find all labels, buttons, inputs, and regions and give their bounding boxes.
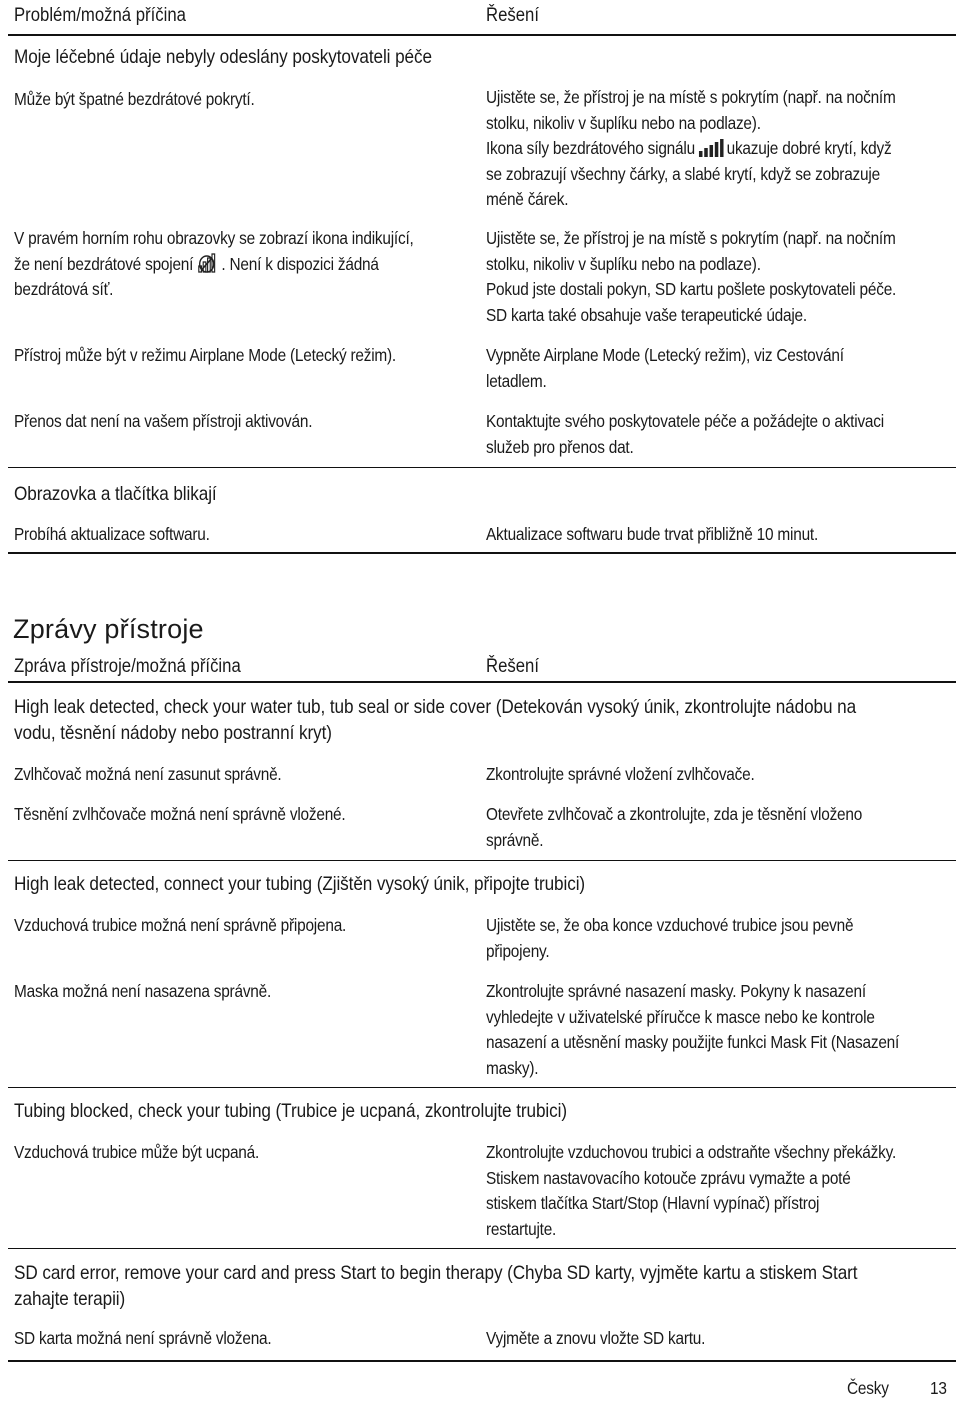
wireless-signal-strength-icon (698, 139, 724, 157)
solution-text: Vypněte Airplane Mode (Letecký režim), viz Cestování letadlem. (486, 345, 844, 391)
device-message-title: SD card error, remove your card and press Start to begin therapy (Chyba SD karty, vyjměte kartu a stiskem Start zahajte terapii) (14, 1262, 858, 1310)
table-header-message: Zpráva přístroje/možná příčina (14, 656, 241, 677)
solution-text: Zkontrolujte vzduchovou trubici a odstraňte všechny překážky. Stiskem nastavovacího kotouče zprávu vymažte a poté stiskem tlačítka Start/Stop (Hlavní vypínač) přístroj restartujte. (486, 1142, 897, 1239)
row-divider (8, 467, 956, 468)
problem-text: Vzduchová trubice může být ucpaná. (14, 1142, 260, 1162)
group-title-flashing-screen: Obrazovka a tlačítka blikají (14, 483, 217, 505)
table-header-problem: Problém/možná příčina (14, 5, 186, 26)
group-title-data-not-sent: Moje léčebné údaje nebyly odeslány poskytovateli péče (14, 46, 432, 68)
problem-text: Zvlhčovač možná není zasunut správně. (14, 764, 282, 784)
solution-text: Zkontrolujte správné nasazení masky. Pokyny k nasazení vyhledejte v uživatelské příručce k masce nebo ke kontrole nasazení a utěsnění masky použijte funkci Mask Fit (Nasazení masky). (486, 981, 900, 1078)
section-title: Zprávy přístroje (13, 614, 204, 644)
device-message-title: High leak detected, check your water tub, tub seal or side cover (Detekován vysoký únik, zkontrolujte nádobu na vodu, těsnění nádoby nebo postranní kryt) (14, 696, 857, 744)
solution-text: Ujistěte se, že oba konce vzduchové trubice jsou pevně připojeny. (486, 915, 854, 961)
solution-text: Otevřete zvlhčovač a zkontrolujte, zda je těsnění vloženo správně. (486, 804, 863, 850)
table-header-solution: Řešení (486, 5, 539, 26)
table-end-rule (8, 552, 956, 554)
table-header-solution: Řešení (486, 656, 539, 677)
footer-language: Česky (847, 1378, 889, 1398)
problem-text: Přenos dat není na vašem přístroji aktivován. (14, 411, 313, 431)
problem-text: Maska možná není nasazena správně. (14, 981, 272, 1001)
solution-text: Aktualizace softwaru bude trvat přibližně 10 minut. (486, 524, 819, 544)
solution-text: Ujistěte se, že přístroj je na místě s pokrytím (např. na nočním stolku, nikoliv v šuplíku nebo na podlaze). Ikona síly bezdrátového signálu ukazuje dobré krytí, když se zobrazují všechny čárky, a slabé krytí, když se zobrazuje méně čárek. (486, 87, 896, 209)
problem-text: Probíhá aktualizace softwaru. (14, 524, 210, 544)
solution-text: Ujistěte se, že přístroj je na místě s pokrytím (např. na nočním stolku, nikoliv v šuplíku nebo na podlaze). Pokud jste dostali pokyn, SD kartu pošlete poskytovateli péče. SD karta také obsahuje vaše terapeutické údaje. (486, 228, 897, 325)
device-message-title: High leak detected, connect your tubing (Zjištěn vysoký únik, připojte trubici) (14, 873, 586, 895)
page-number: 13 (930, 1378, 947, 1398)
problem-text: SD karta možná není správně vložena. (14, 1328, 272, 1348)
row-divider (8, 1248, 956, 1249)
no-wireless-connection-icon (196, 253, 219, 273)
problem-text: Vzduchová trubice možná není správně připojena. (14, 915, 347, 935)
device-message-title: Tubing blocked, check your tubing (Trubice je ucpaná, zkontrolujte trubici) (14, 1100, 567, 1122)
table-end-rule (8, 1360, 956, 1362)
solution-text: Vyjměte a znovu vložte SD kartu. (486, 1328, 706, 1348)
problem-text: Těsnění zvlhčovače možná není správně vložené. (14, 804, 346, 824)
row-divider (8, 1087, 956, 1088)
problem-text: Přístroj může být v režimu Airplane Mode (Letecký režim). (14, 345, 397, 365)
problem-text: V pravém horním rohu obrazovky se zobrazí ikona indikující, že není bezdrátové spojení . Není k dispozici žádná bezdrátová síť. (14, 228, 414, 299)
row-divider (8, 860, 956, 861)
header-rule (8, 34, 956, 36)
solution-text: Zkontrolujte správné vložení zvlhčovače. (486, 764, 755, 784)
problem-text: Může být špatné bezdrátové pokrytí. (14, 89, 255, 109)
solution-text: Kontaktujte svého poskytovatele péče a požádejte o aktivaci služeb pro přenos dat. (486, 411, 884, 457)
header-rule (8, 681, 956, 683)
